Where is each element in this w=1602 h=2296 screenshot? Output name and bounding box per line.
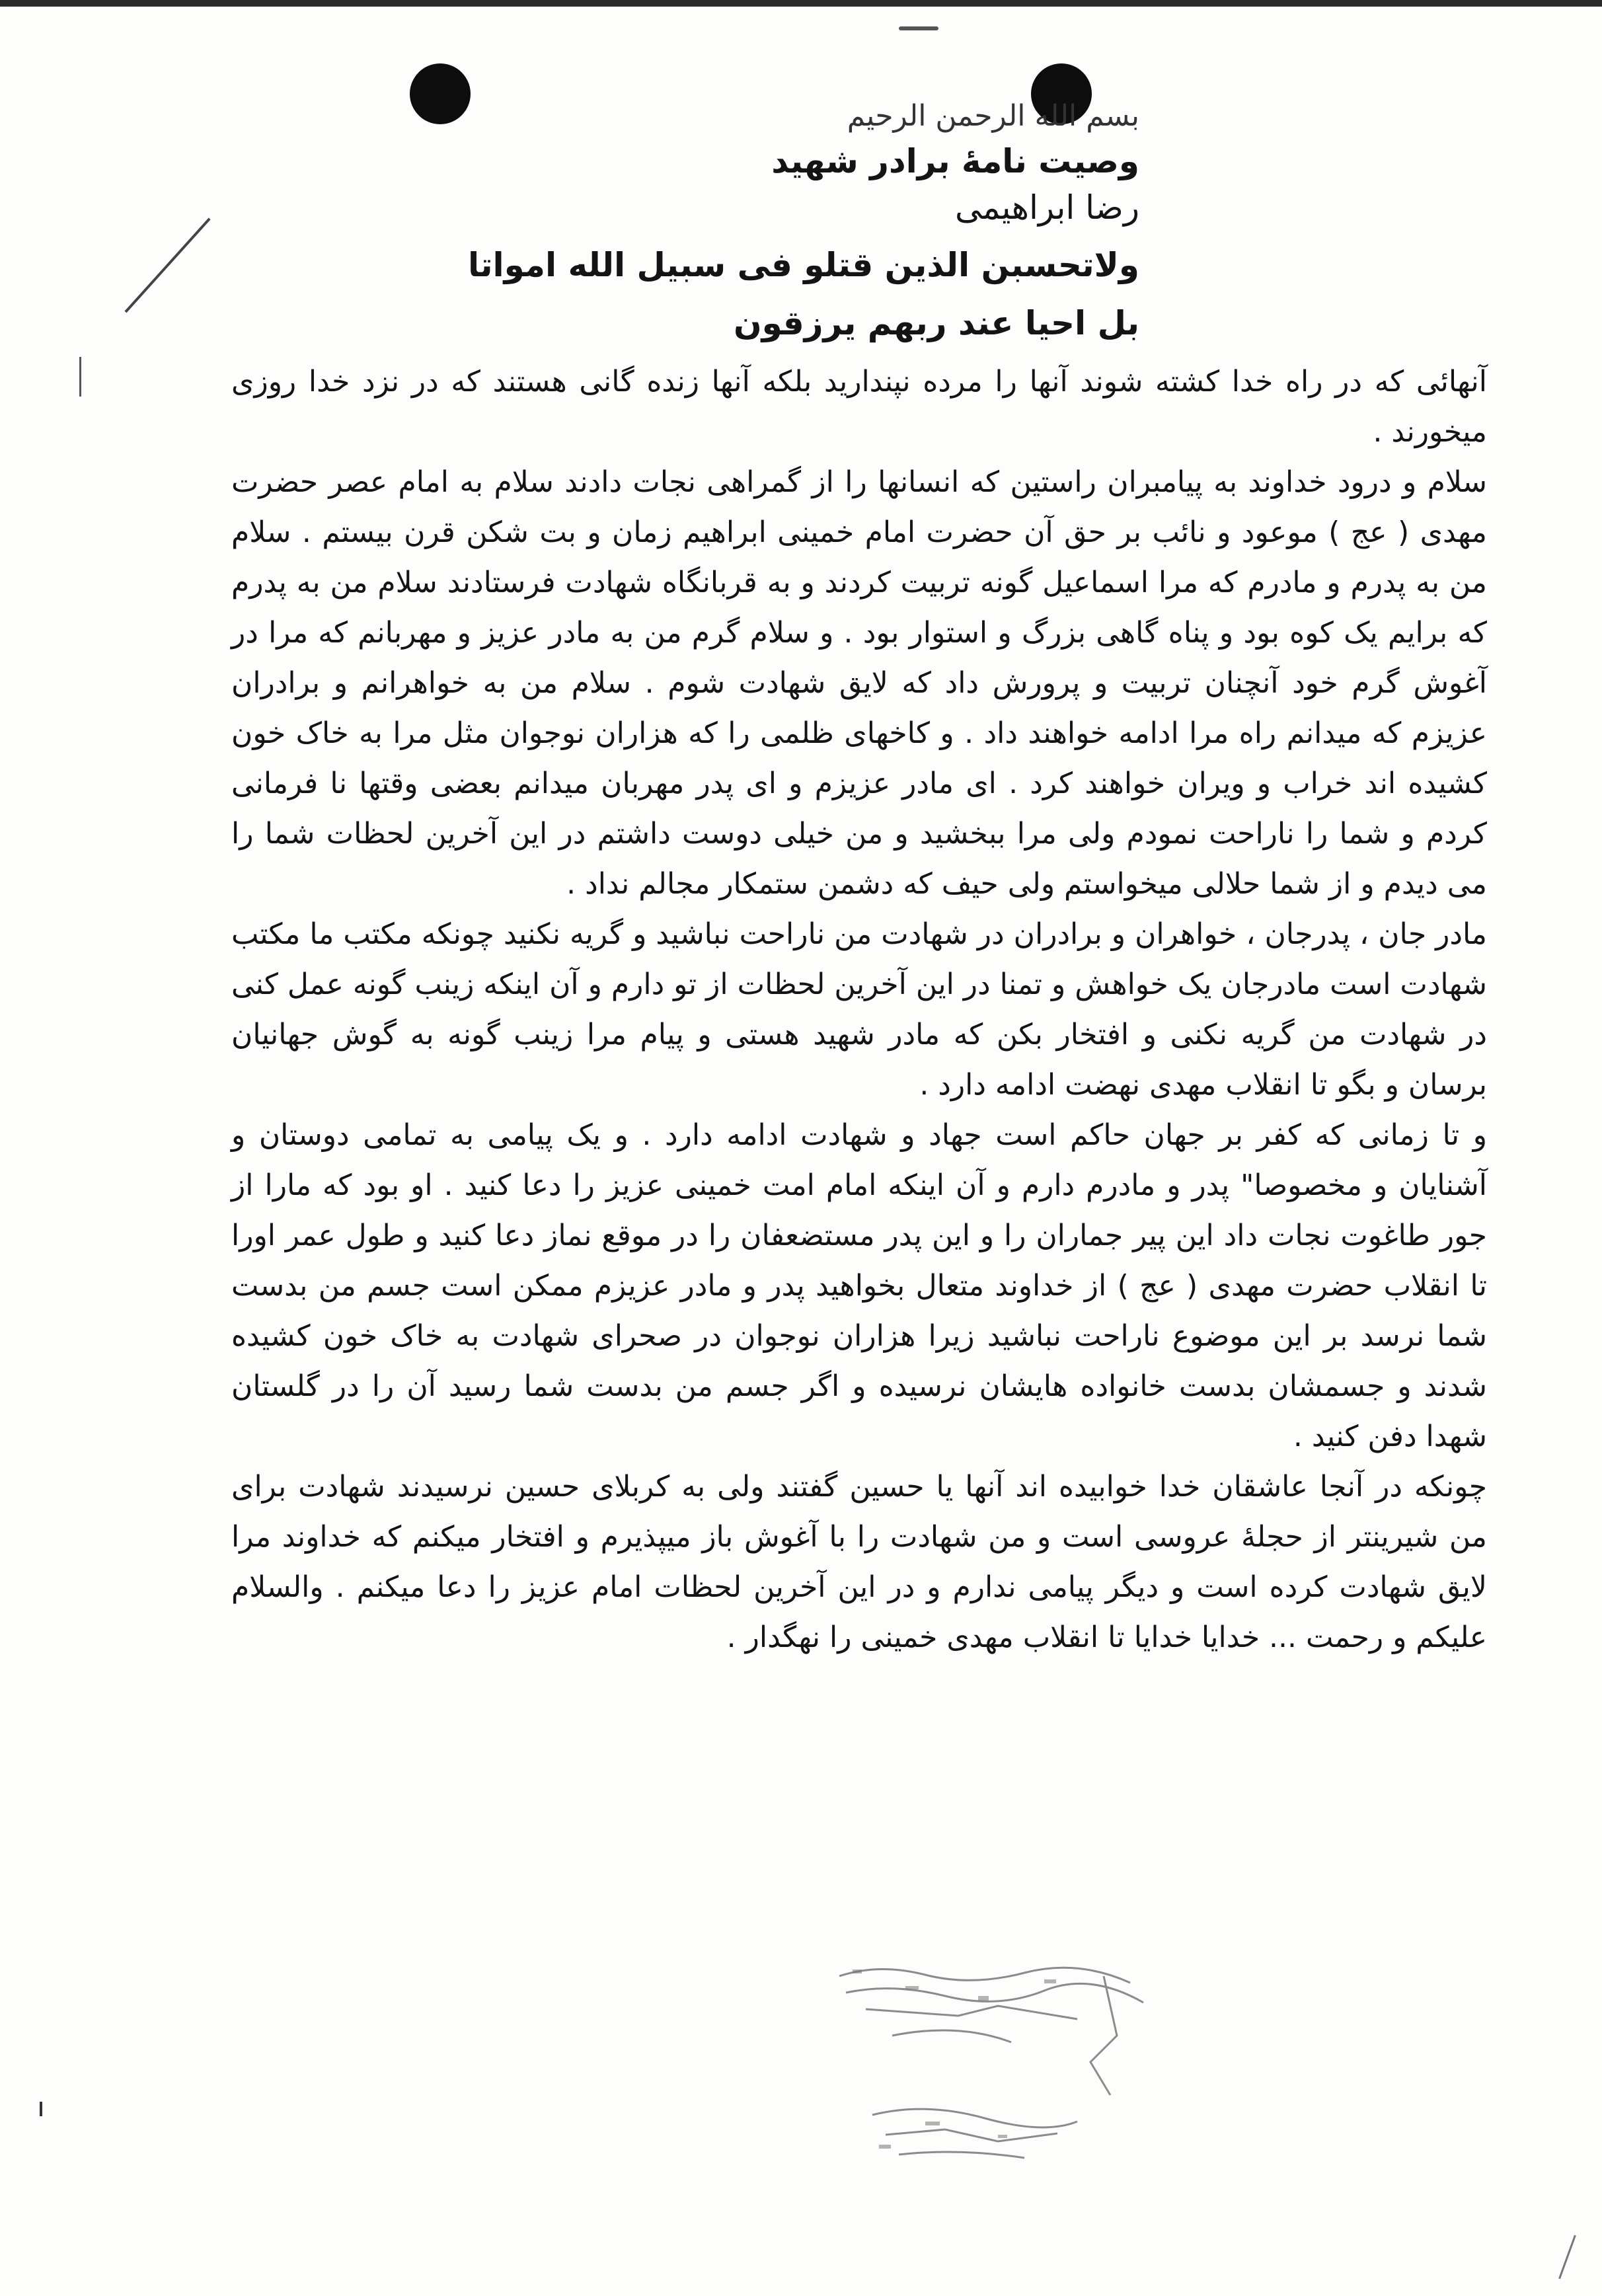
basmala-line: بسم الله الرحمن الرحيم [847,99,1139,133]
stray-ink-mark [899,26,938,30]
paragraph: آنهائی که در راه خدا کشته شوند آنها را مرده نپندارید بلکه آنها زنده گانی هستند که در نزد خدا روزی میخورند . [231,365,1487,449]
punch-hole-left [410,63,471,124]
faded-stamp-signature [826,1956,1196,2174]
quran-verse-line-1: ولاتحسبن الذین قتلو فی سبیل الله امواتا [467,246,1139,284]
paragraph: چونکه در آنجا عاشقان خدا خوابیده اند آنها یا حسین گفتند ولی به کربلای حسین نرسیدند شهادت برای من شیرینتر از حجلهٔ عروسی است و من شهادت را با آغوش باز میپذیرم و افتخار میکنم که خداوند مرا لایق شهادت کرده است و دیگر پیامی ندارم و در این آخرین لحظات امام عزیز را دعا میکنم . والسلام علیکم و رحمت ... خدایا خدایا تا انقلاب مهدی خمینی را نهگدار . [231,1470,1487,1654]
paragraph: مادر جان ، پدرجان ، خواهران و برادران در شهادت من ناراحت نباشید و گریه نکنید چونکه مکتب ما مکتب شهادت است مادرجان یک خواهش و تمنا در این آخرین لحظات از تو دارم و آن اینکه زینب گونه عمل کنی در شهادت من گریه نکنی و افتخار بکن که مادر شهید هستی و پیام مرا زینب گونه به گوش جهانیان برسان و بگو تا انقلاب مهدی نهضت ادامه دارد . [231,917,1487,1102]
will-body [231,357,1487,1663]
stray-ink-mark [40,2102,42,2116]
quran-verse-line-2: بل احیا عند ربهم یرزقون [733,304,1139,342]
paragraph: و تا زمانی که کفر بر جهان حاکم است جهاد و شهادت ادامه دارد . و یک پیامی به تمامی دوستان و آشنایان و مخصوصا" پدر و مادرم دارم و آن اینکه امام امت خمینی عزیز را دعا کنید . او بود که مارا از جور طاغوت نجات داد این پیر جماران را و این پدر مستضعفان را در موقع نماز دعا کنید و طول عمر اورا تا انقلاب حضرت مهدی ( عج ) از خداوند متعال بخواهید پدر و مادر عزیزم ممکن است جسم من بدست شما نرسد بر این موضوع ناراحت نباشید زیرا هزاران نوجوان در صحرای شهادت به خاک خون کشیده شدند و جسمشان بدست خانواده هایشان نرسیده و اگر جسم من بدست شما رسید آن را در گلستان شهدا دفن کنید . [231,1118,1487,1453]
stamp-scribble-icon [826,1956,1196,2174]
pen-stroke-mark [125,217,211,313]
corner-pen-mark [1558,2235,1576,2279]
will-title: وصیت نامهٔ برادر شهید [771,142,1139,180]
paragraph: سلام و درود خداوند به پیامبران راستین که انسانها را از گمراهی نجات دادند سلام به امام عصر حضرت مهدی ( عج ) موعود و نائب بر حق آن حضرت امام خمینی ابراهیم زمان و بت شکن قرن بیستم . سلام من به پدرم و مادرم که مرا اسماعیل گونه تربیت کردند و به قربانگاه شهادت فرستادند سلام من به پدرم که برایم یک کوه بود و پناه گاهی بزرگ و استوار بود . و سلام گرم من به مادر عزیز و مهربانم که مرا در آغوش گرم خود آنچنان تربیت و پرورش داد که لایق شهادت شوم . سلام من به خواهرانم و برادران عزیزم که میدانم راه مرا ادامه خواهند داد . و کاخهای ظلمی را که هزاران نوجوان مثل مرا به خاک خون کشیده اند خراب و ویران خواهند کرد . ای مادر عزیزم و ای پدر مهربان میدانم بعضی وقتها نا فرمانی کردم و شما را ناراحت نمودم ولی مرا ببخشید و من خیلی دوست داشتم در این آخرین لحظات شما را می دیدم و از شما حلالی میخواستم ولی حیف که دشمن ستمکار مجالم نداد . [231,465,1487,901]
scan-top-edge [0,0,1602,7]
margin-tick-mark [79,357,81,397]
martyr-name: رضا ابراهیمی [954,188,1139,227]
